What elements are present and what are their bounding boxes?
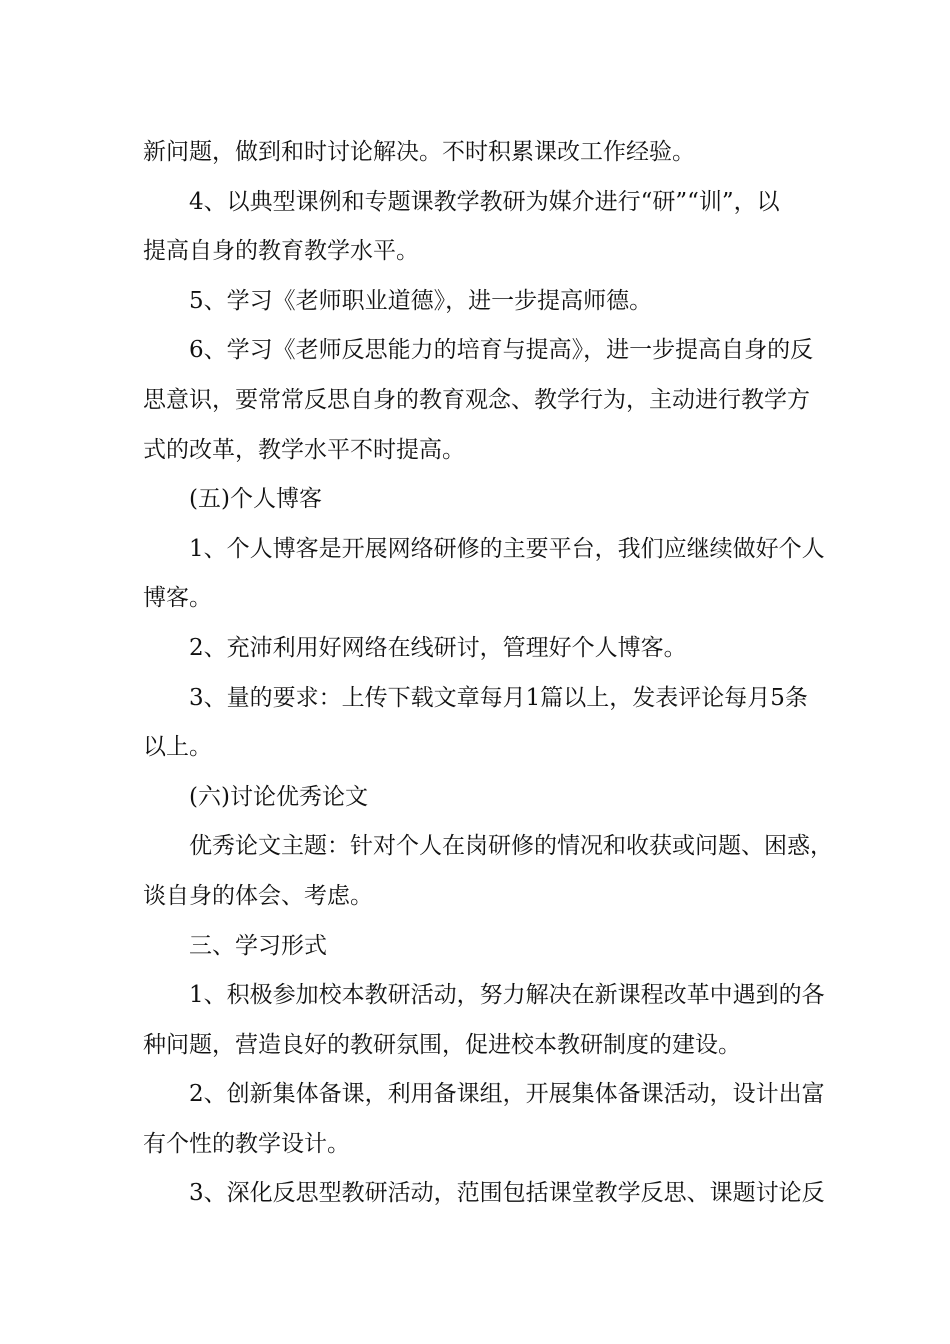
text-line: 5、学习《老师职业道德》，进一步提高师德。 bbox=[189, 287, 653, 314]
text-line: 2、创新集体备课，利用备课组，开展集体备课活动，设计出富 bbox=[189, 1081, 825, 1108]
text-line: 6、学习《老师反思能力的培育与提高》，进一步提高自身的反 bbox=[189, 337, 814, 364]
text-line: 3、量的要求：上传下载文章每月1篇以上，发表评论每月5条 bbox=[189, 684, 808, 711]
text-line: 2、充沛利用好网络在线研讨，管理好个人博客。 bbox=[189, 634, 687, 661]
text-line: 优秀论文主题：针对个人在岗研修的情况和收获或问题、困惑， bbox=[189, 833, 833, 860]
text-line: 以上。 bbox=[143, 734, 212, 761]
text-line: 提高自身的教育教学水平。 bbox=[143, 238, 419, 265]
text-line: 1、个人博客是开展网络研修的主要平台，我们应继续做好个人 bbox=[189, 535, 825, 562]
text-line: 新问题，做到和时讨论解决。不时积累课改工作经验。 bbox=[143, 139, 695, 165]
text-line: 式的改革，教学水平不时提高。 bbox=[143, 436, 465, 463]
text-line: 1、积极参加校本教研活动，努力解决在新课程改革中遇到的各 bbox=[189, 982, 825, 1009]
text-line: 博客。 bbox=[143, 585, 212, 612]
section-heading: (五)个人博客 bbox=[189, 486, 322, 513]
body-text bbox=[143, 128, 833, 1219]
text-line: 思意识，要常常反思自身的教育观念、教学行为，主动进行教学方 bbox=[143, 386, 810, 413]
text-line: 种问题，营造良好的教研氛围，促进校本教研制度的建设。 bbox=[143, 1031, 741, 1058]
text-line: 谈自身的体会、考虑。 bbox=[143, 882, 373, 909]
section-heading: 三、学习形式 bbox=[189, 932, 327, 959]
text-line: 有个性的教学设计。 bbox=[143, 1130, 350, 1157]
section-heading: (六)讨论优秀论文 bbox=[189, 783, 368, 810]
text-line: 3、深化反思型教研活动，范围包括课堂教学反思、课题讨论反 bbox=[189, 1180, 825, 1207]
text-line: 4、以典型课例和专题课教学教研为媒介进行“研”“训”，以 bbox=[189, 188, 780, 215]
